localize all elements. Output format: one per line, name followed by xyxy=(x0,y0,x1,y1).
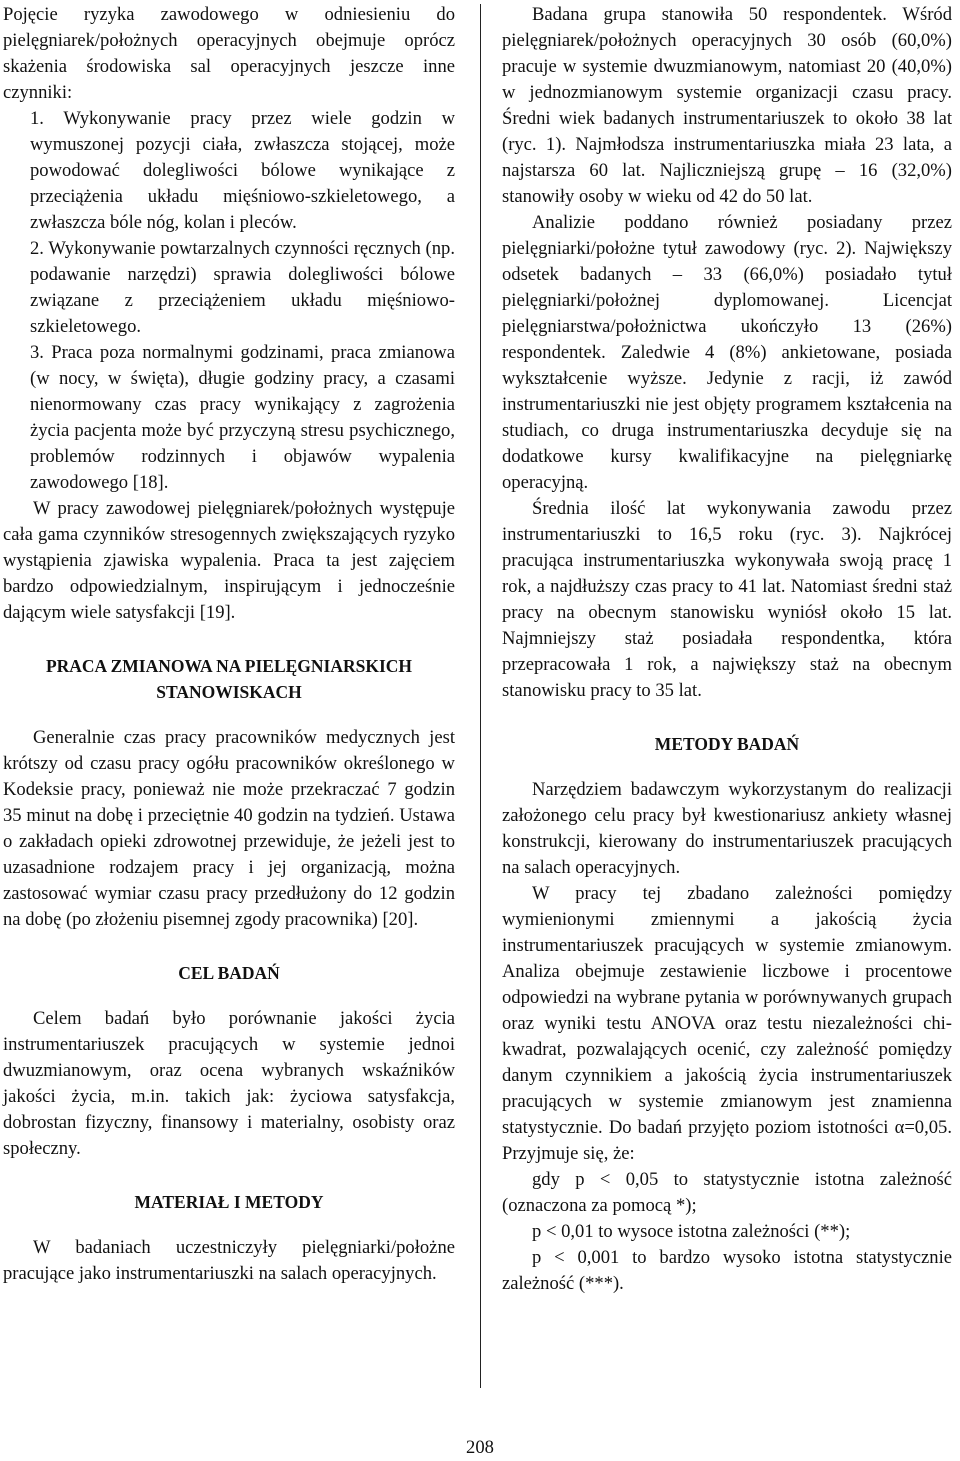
shift-work-paragraph: Generalnie czas pracy pracowników medycznych jest krótszy od czasu pracy ogółu pracowników określonego w Kodeksie pracy, ponieważ nie może przekraczać 7 godzin 35 minut na dobę i przeciętnie 40 godzin na tydzień. Ustawa o zakładach opieki zdrowotnej przewiduje, że jeżeli jest to uzasadnione rodzajem pracy i jej organizacją, można zastosować wymiar czasu pracy przedłużony do 12 godzin na dobę (po złożeniu pisemnej zgody pracownika) [20]. xyxy=(3,727,455,930)
risk-item-2: 2. Wykonywanie powtarzalnych czynności ręcznych (np. podawanie narzędzi) sprawia dolegliwości bólowe związane z przeciążeniem układu mięśniowo-szkieletowego. xyxy=(30,238,455,337)
page-number: 208 xyxy=(466,1437,494,1458)
left-column xyxy=(3,2,455,1287)
stress-paragraph: W pracy zawodowej pielęgniarek/położnych występuje cała gama czynników stresogennych zwiększających ryzyko wystąpienia zjawiska wypalenia. Praca ta jest zajęciem bardzo odpowiedzialnym, inspirującym i jednocześnie dającym wiele satysfakcji [19]. xyxy=(3,498,455,623)
study-group-paragraph: Badana grupa stanowiła 50 respondentek. Wśród pielęgniarek/położnych operacyjnych 30 osób (60,0%) pracuje w systemie dwuzmianowym, natomiast 20 (40,0%) w jednozmianowym systemie organizacji czasu pracy. Średni wiek badanych instrumentariuszek to około 38 lat (ryc. 1). Najmłodsza instrumentariuszka miała 23 lata, a najstarsza 60 lat. Najliczniejszą grupę – 16 (32,0%) stanowiły osoby w wieku od 42 do 50 lat. xyxy=(502,4,952,207)
section-heading-material-methods: MATERIAŁ I METODY xyxy=(134,1192,324,1212)
work-years-paragraph: Średnia ilość lat wykonywania zawodu przez instrumentariuszki to 16,5 roku (ryc. 3). Najkrócej pracująca instrumentariuszka wykonywała swoją pracę 1 rok, a najdłuższy czas pracy to 41 lat. Natomiast średni staż pracy na obecnym stanowisku wyniósł około 15 lat. Najmniejszy staż posiadała respondentka, która przepracowała 1 rok, a największy staż na obecnym stanowisku pracy to 35 lat. xyxy=(502,498,952,701)
right-column xyxy=(502,2,952,1297)
analysis-paragraph: W pracy tej zbadano zależności pomiędzy wymienionymi zmiennymi a jakością życia instrumentariuszek pracujących w systemie zmianowym. Analiza obejmuje zestawienie liczbowe i procentowe odpowiedzi na wybrane pytania w porównywanych grupach oraz wyniki testu ANOVA oraz testu niezależności chi-kwadrat, pozwalających ocenić, czy zależność pomiędzy danym czynnikiem a jakością życia instrumentariuszek pracujących w systemie zmianowym jest znamienna statystycznie. Do badań przyjęto poziom istotności α=0,05. Przyjmuje się, że: xyxy=(502,883,952,1164)
professional-title-paragraph: Analizie poddano również posiadany przez pielęgniarki/położne tytuł zawodowy (ryc. 2). Największy odsetek badanych – 33 (66,0%) posiadało tytuł pielęgniarki/położnej dyplomowanej. Licencjat pielęgniarstwa/położnictwa ukończyło 13 (26%) respondentek. Zaledwie 4 (8%) ankietowane, posiada wykształcenie wyższe. Jedynie z racji, iż zawód instrumentariuszki nie jest objęty programem kształcenia na studiach, co druga instrumentariuszka decyduje się na dodatkowe kursy kwalifikacyjne na pielęgniarkę operacyjną. xyxy=(502,212,952,493)
significance-level-1: gdy p < 0,05 to statystycznie istotna zależność (oznaczona za pomocą *); xyxy=(502,1169,952,1216)
column-divider xyxy=(480,4,481,1388)
research-goal-paragraph: Celem badań było porównanie jakości życia instrumentariuszek pracujących w systemie jednoi dwuzmianowym, oraz ocena wybranych wskaźników jakości życia, m.in. takich jak: życiowa satysfakcja, dobrostan fizyczny, finansowy i materialny, osobisty oraz społeczny. xyxy=(3,1008,455,1159)
research-tool-paragraph: Narzędziem badawczym wykorzystanym do realizacji założonego celu pracy był kwestionariusz ankiety własnej konstrukcji, kierowany do instrumentariuszek pracujących na salach operacyjnych. xyxy=(502,779,952,878)
intro-paragraph: Pojęcie ryzyka zawodowego w odniesieniu do pielęgniarek/położnych operacyjnych obejmuje oprócz skażenia środowiska sal operacyjnych jeszcze inne czynniki: xyxy=(3,4,455,103)
risk-item-3: 3. Praca poza normalnymi godzinami, praca zmianowa (w nocy, w święta), długie godziny pracy, a czasami nienormowany czas pracy wynikający z zagrożenia życia pacjenta może być przyczyną stresu psychicznego, problemów rodzinnych i objawów wypalenia zawodowego [18]. xyxy=(30,342,455,493)
section-heading-research-methods: METODY BADAŃ xyxy=(654,734,800,754)
section-heading-shift-work: PRACA ZMIANOWA NA PIELĘGNIARSKICH STANOWISKACH xyxy=(45,656,413,702)
significance-level-2: p < 0,01 to wysoce istotna zależności (**); xyxy=(532,1221,851,1242)
significance-level-3: p < 0,001 to bardzo wysoko istotna statystycznie zależność (***). xyxy=(502,1247,952,1294)
section-heading-research-goal: CEL BADAŃ xyxy=(178,963,280,983)
risk-item-1: 1. Wykonywanie pracy przez wiele godzin w wymuszonej pozycji ciała, zwłaszcza stojącej, może powodować dolegliwości bólowe wynikające z przeciążenia układu mięśniowo-szkieletowego, a zwłaszcza bóle nóg, kolan i pleców. xyxy=(30,108,455,233)
material-paragraph: W badaniach uczestniczyły pielęgniarki/położne pracujące jako instrumentariuszki na salach operacyjnych. xyxy=(3,1237,455,1284)
